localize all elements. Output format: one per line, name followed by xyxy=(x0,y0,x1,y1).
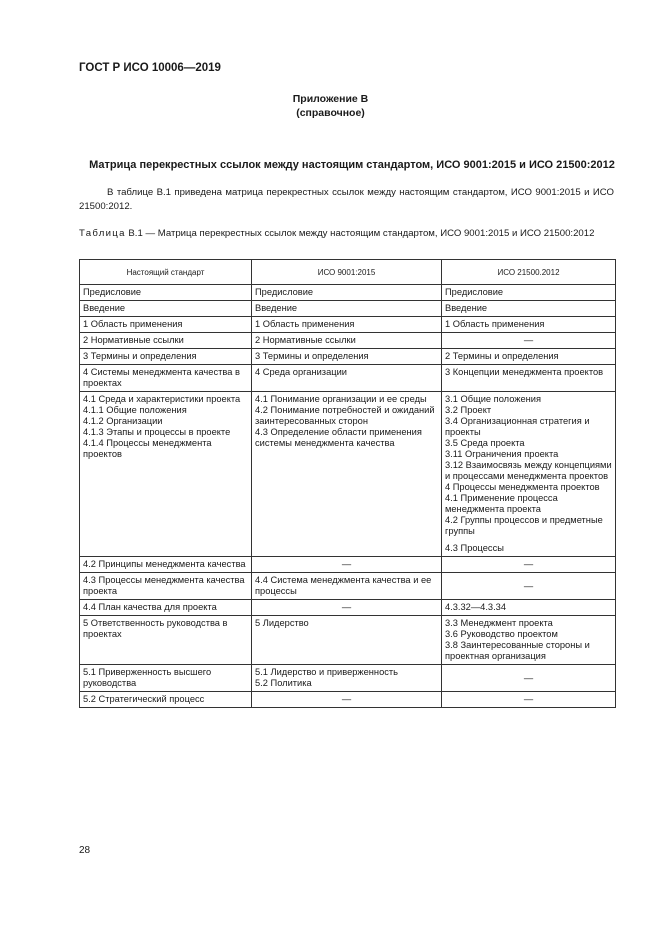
cell-line: 4.1 Среда и характеристики проекта xyxy=(83,394,241,404)
table-cell-this-standard xyxy=(80,573,252,600)
table-cell-iso-9001 xyxy=(252,317,442,333)
cell-line: 3 Термины и определения xyxy=(83,351,197,361)
cell-line: — xyxy=(523,559,534,569)
cell-line: 4 Системы менеджмента качества в проектах xyxy=(83,367,240,388)
page-number: 28 xyxy=(79,845,91,856)
col-header-this-standard: Настоящий стандарт xyxy=(80,260,252,285)
cell-line: — xyxy=(523,580,534,591)
table-cell-iso-9001 xyxy=(252,333,442,349)
cell-line: 1 Область применения xyxy=(255,319,355,329)
table-cell-iso-21500 xyxy=(442,317,616,333)
cell-line: — xyxy=(341,602,352,612)
cell-line: 5.2 Стратегический процесс xyxy=(83,694,205,704)
table-cell-iso-9001 xyxy=(252,392,442,557)
cell-line: Предисловие xyxy=(83,287,142,297)
cell-line: 2 Термины и определения xyxy=(445,351,559,361)
table-row xyxy=(80,692,616,708)
cell-line: 3.12 Взаимосвязь между концепциями и процессами менеджмента проектов xyxy=(445,460,612,481)
cell-line: 5 Ответственность руководства в проектах xyxy=(83,618,228,639)
intro-paragraph: В таблице В.1 приведена матрица перекрестных ссылок между настоящим стандартом, ИСО 9001:2015 и ИСО 21500:2012. xyxy=(79,187,614,212)
cell-line: 3.8 Заинтересованные стороны и проектная организация xyxy=(445,640,590,661)
cell-line: 2 Нормативные ссылки xyxy=(255,335,356,345)
cell-line: 5.2 Политика xyxy=(255,678,312,688)
cell-line: 3.2 Проект xyxy=(445,405,492,415)
table-cell-this-standard xyxy=(80,301,252,317)
cell-line: 4.3.32—4.3.34 xyxy=(445,602,506,612)
table-cell-this-standard xyxy=(80,333,252,349)
table-row xyxy=(80,557,616,573)
cell-line: 5 Лидерство xyxy=(255,618,309,628)
cell-line: 4.1.3 Этапы и процессы в проекте xyxy=(83,427,231,437)
appendix-subtitle: (справочное) xyxy=(296,107,365,119)
cell-line: Введение xyxy=(445,303,488,313)
table-body xyxy=(80,285,616,708)
cell-line: — xyxy=(523,672,534,683)
table-cell-iso-21500 xyxy=(442,301,616,317)
table-cell-iso-9001 xyxy=(252,616,442,665)
table-row xyxy=(80,616,616,665)
cell-line: 4.1 Понимание организации и ее среды xyxy=(255,394,427,404)
caption-label: Таблица xyxy=(79,228,126,239)
cell-line: 4.4 План качества для проекта xyxy=(83,602,217,612)
table-row xyxy=(80,285,616,301)
table-caption xyxy=(79,227,599,240)
table-cell-iso-21500 xyxy=(442,573,616,600)
cell-line: 4 Процессы менеджмента проектов xyxy=(445,482,600,492)
table-cell-this-standard xyxy=(80,392,252,557)
cell-line: 4.4 Система менеджмента качества и ее процессы xyxy=(255,575,432,596)
cell-line: Предисловие xyxy=(445,287,504,297)
table-cell-iso-9001 xyxy=(252,557,442,573)
table-cell-iso-21500 xyxy=(442,600,616,616)
cross-reference-table xyxy=(79,259,616,708)
appendix-title: Приложение В xyxy=(292,93,369,105)
cell-line: 3.1 Общие положения xyxy=(445,394,542,404)
table-cell-iso-21500 xyxy=(442,557,616,573)
cell-line: 4.1.2 Организации xyxy=(83,416,163,426)
cell-line: 4.3 Процессы менеджмента качества проекта xyxy=(83,575,245,596)
table-cell-this-standard xyxy=(80,317,252,333)
cell-line: 2 Нормативные ссылки xyxy=(83,335,184,345)
table-cell-this-standard xyxy=(80,600,252,616)
cell-line: 5.1 Лидерство и приверженность xyxy=(255,667,398,677)
cell-line: 4.3 Процессы xyxy=(445,543,504,553)
table-row xyxy=(80,317,616,333)
table-row xyxy=(80,392,616,557)
table-cell-iso-21500 xyxy=(442,285,616,301)
cell-line: 3.5 Среда проекта xyxy=(445,438,525,448)
cell-line: 3.6 Руководство проектом xyxy=(445,629,558,639)
table-cell-iso-21500 xyxy=(442,349,616,365)
cell-line: 4.2 Группы процессов и предметные группы xyxy=(445,515,603,536)
table-cell-this-standard xyxy=(80,616,252,665)
table-row xyxy=(80,573,616,600)
cell-line: 3.4 Организационная стратегия и проекты xyxy=(445,416,590,437)
caption-text: — Матрица перекрестных ссылок между настоящим стандартом, ИСО 9001:2015 и ИСО 21500:2012 xyxy=(145,228,595,239)
cell-line: 4.2 Понимание потребностей и ожиданий заинтересованных сторон xyxy=(255,405,435,426)
table-header-row xyxy=(80,260,616,285)
section-title: Матрица перекрестных ссылок между настоящим стандартом, ИСО 9001:2015 и ИСО 21500:2012 xyxy=(89,159,615,171)
table-cell-iso-21500 xyxy=(442,616,616,665)
cell-line: — xyxy=(523,694,534,704)
table-cell-this-standard xyxy=(80,665,252,692)
appendix-heading xyxy=(0,92,661,120)
table-row xyxy=(80,333,616,349)
cell-line: Введение xyxy=(255,303,298,313)
cell-line: 4.2 Принципы менеджмента качества xyxy=(83,559,246,569)
cell-line: 3 Концепции менеджмента проектов xyxy=(445,367,604,377)
table-row xyxy=(80,665,616,692)
cell-line: — xyxy=(341,559,352,569)
cell-line: 5.1 Приверженность высшего руководства xyxy=(83,667,212,688)
table-cell-iso-9001 xyxy=(252,600,442,616)
cell-line: 4.1 Применение процесса менеджмента проекта xyxy=(445,493,558,514)
table-cell-iso-9001 xyxy=(252,692,442,708)
table-row xyxy=(80,349,616,365)
table-cell-iso-21500 xyxy=(442,392,616,557)
table-cell-iso-21500 xyxy=(442,665,616,692)
col-header-iso-21500: ИСО 21500.2012 xyxy=(442,260,616,285)
caption-number: В.1 xyxy=(128,228,143,239)
cell-line: 4.1.1 Общие положения xyxy=(83,405,187,415)
cell-line: — xyxy=(341,694,352,704)
table-row xyxy=(80,600,616,616)
document-code: ГОСТ Р ИСО 10006—2019 xyxy=(79,62,221,74)
cell-line: Предисловие xyxy=(255,287,314,297)
table-cell-this-standard xyxy=(80,692,252,708)
cell-line: 3 Термины и определения xyxy=(255,351,369,361)
table-cell-this-standard xyxy=(80,557,252,573)
table-cell-iso-9001 xyxy=(252,665,442,692)
cell-line: 1 Область применения xyxy=(445,319,545,329)
table-cell-this-standard xyxy=(80,349,252,365)
table-cell-iso-9001 xyxy=(252,301,442,317)
cell-line: 4.3 Определение области применения системы менеджмента качества xyxy=(255,427,422,448)
table-cell-iso-21500 xyxy=(442,333,616,349)
cell-line: 4 Среда организации xyxy=(255,367,347,377)
cell-line: 1 Область применения xyxy=(83,319,183,329)
table-row xyxy=(80,365,616,392)
table-cell-iso-9001 xyxy=(252,285,442,301)
table-cell-this-standard xyxy=(80,365,252,392)
cell-line: 3.11 Ограничения проекта xyxy=(445,449,559,459)
table-cell-iso-9001 xyxy=(252,349,442,365)
table-cell-iso-9001 xyxy=(252,573,442,600)
col-header-iso-9001: ИСО 9001:2015 xyxy=(252,260,442,285)
table-cell-iso-9001 xyxy=(252,365,442,392)
cell-line: Введение xyxy=(83,303,126,313)
table-cell-this-standard xyxy=(80,285,252,301)
cell-line: — xyxy=(523,335,534,345)
cell-line: 4.1.4 Процессы менеджмента проектов xyxy=(83,438,212,459)
table-cell-iso-21500 xyxy=(442,692,616,708)
table-row xyxy=(80,301,616,317)
table-cell-iso-21500 xyxy=(442,365,616,392)
cell-line: 3.3 Менеджмент проекта xyxy=(445,618,553,628)
